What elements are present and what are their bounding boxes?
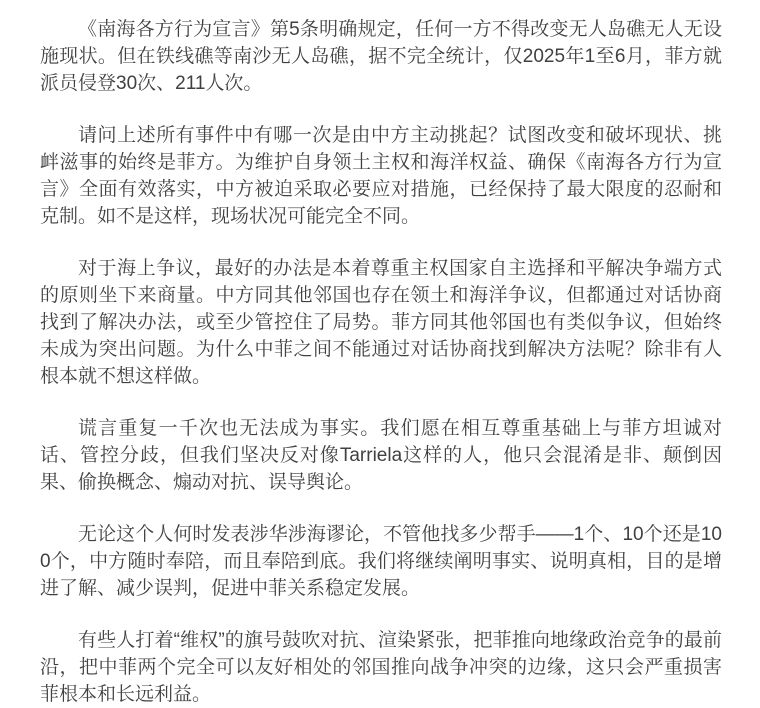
paragraph-rights-banner: 有些人打着“维权”的旗号鼓吹对抗、渲染紧张，把菲推向地缘政治竞争的最前沿，把中菲两个完全可以友好相处的邻国推向战争冲突的边缘，这只会严重损害菲根本和长远利益。 — [40, 630, 722, 705]
paragraph-lies-repeated: 谎言重复一千次也无法成为事实。我们愿在相互尊重基础上与菲方坦诚对话、管控分歧，但我们坚决反对像Tarriela这样的人，他只会混淆是非、颠倒因果、偷换概念、煽动对抗、误导舆论。 — [40, 418, 722, 493]
paragraph-fallacies-response: 无论这个人何时发表涉华涉海谬论，不管他找多少帮手——1个、10个还是100个，中方随时奉陪，而且奉陪到底。我们将继续阐明事实、说明真相，目的是增进了解、减少误判，促进中菲关系稳定发展。 — [40, 524, 722, 599]
paragraph-maritime-disputes: 对于海上争议，最好的办法是本着尊重主权国家自主选择和平解决争端方式的原则坐下来商量。中方同其他邻国也存在领土和海洋争议，但都通过对话协商找到了解决办法，或至少管控住了局势。菲方同其他邻国也有类似争议，但始终未成为突出问题。为什么中菲之间不能通过对话协商找到解决方法呢？除非有人根本就不想这样做。 — [40, 258, 722, 387]
paragraph-doc-violation: 《南海各方行为宣言》第5条明确规定，任何一方不得改变无人岛礁无人无设施现状。但在铁线礁等南沙无人岛礁，据不完全统计，仅2025年1至6月，菲方就派员侵登30次、211人次。 — [40, 19, 722, 94]
paragraph-who-provoked: 请问上述所有事件中有哪一次是由中方主动挑起？试图改变和破坏现状、挑衅滋事的始终是菲方。为维护自身领土主权和海洋权益、确保《南海各方行为宣言》全面有效落实，中方被迫采取必要应对措施，已经保持了最大限度的忍耐和克制。如不是这样，现场状况可能完全不同。 — [40, 125, 722, 227]
